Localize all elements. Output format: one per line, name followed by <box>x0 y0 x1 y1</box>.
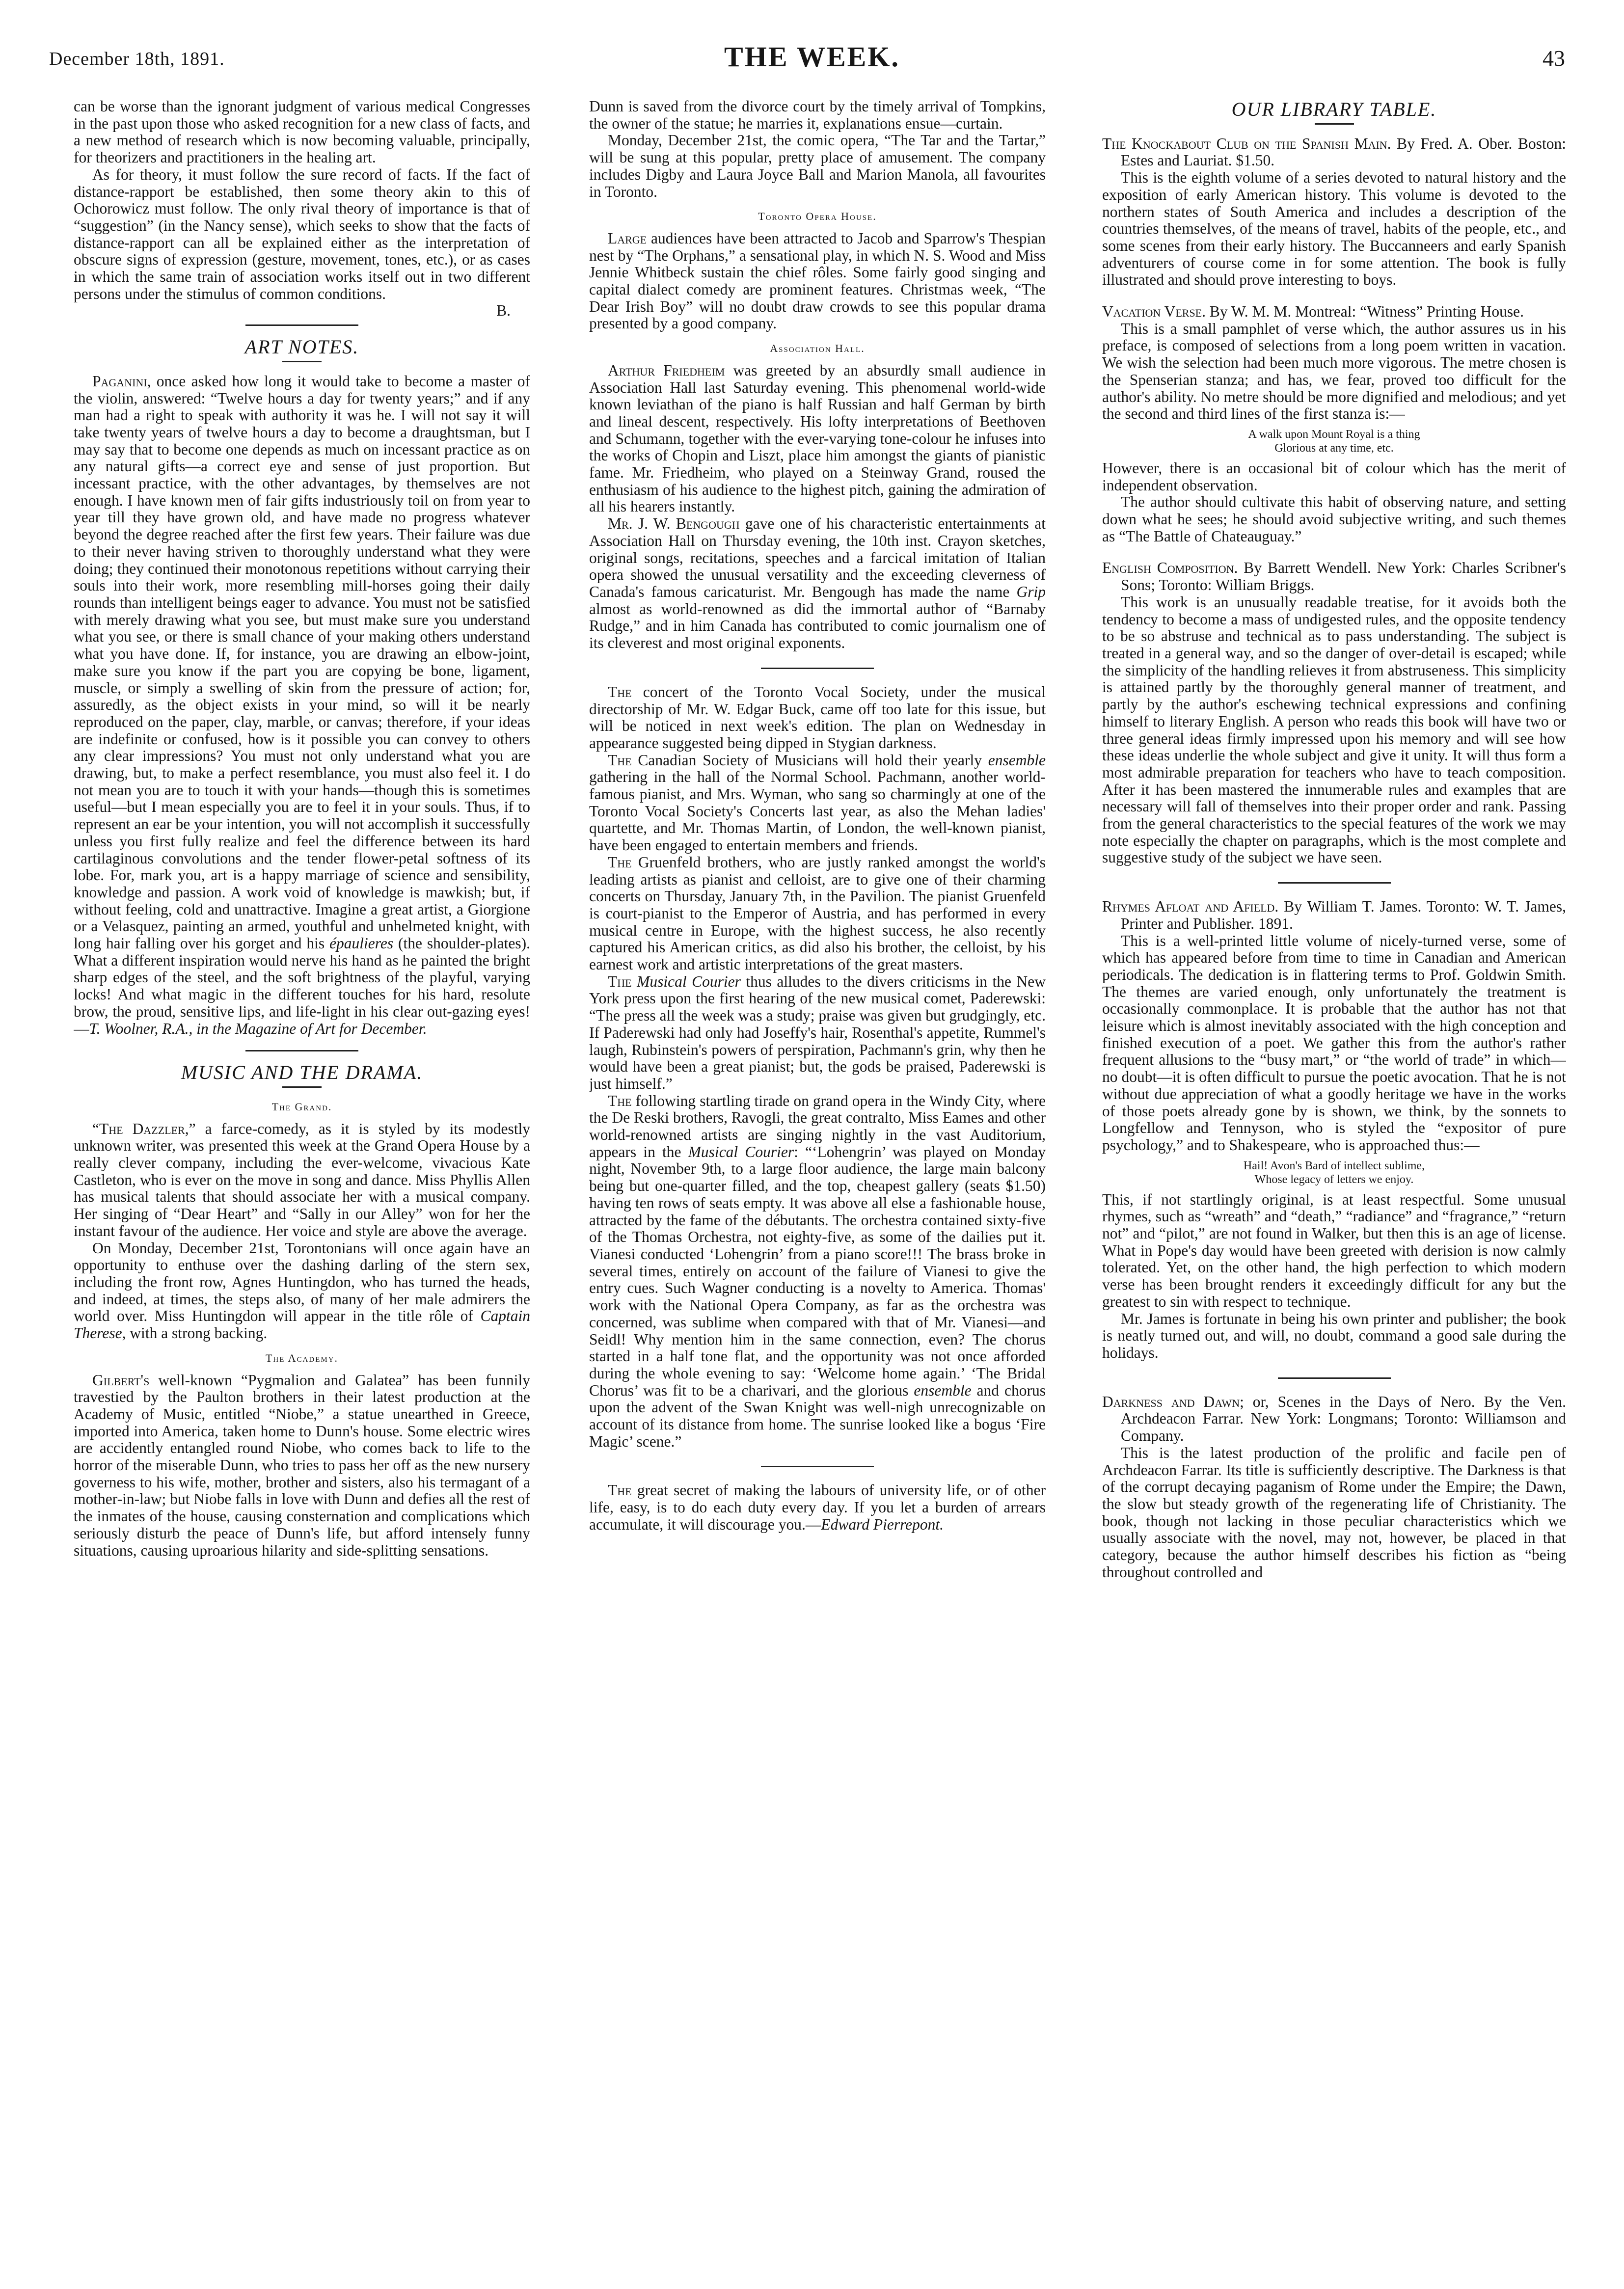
paragraph <box>589 854 1046 973</box>
paragraph: As for theory, it must follow the sure record of facts. If the fact of distance-rapport be established, then some theory akin to this of Ochorowicz must follow. The only rival theory of importance is that of “suggestion” (in the Nancy sense), which seeks to show that the facts of distance-rapport can all be explained either as the interpretation of obscure signs of expression (gesture, movement, tones, etc.), or as cases in which the same train of association works itself out in two different persons under the stimulus of common conditions. <box>74 165 530 302</box>
paragraph-text: following startling tirade on grand opera in the Windy City, where the De Reski brothers, Ravogli, the great contralto, Miss Eames and other world-renowned artists are singing nightly in the vast Auditorium, appears in the <box>589 1092 1046 1160</box>
paragraph-text: once asked how long it would take to become a master of the violin, answered: “Twelve hours a day for twenty years;” and if any man had a right to speak with authority it was he. I will not say it will take twenty years of twelve hours a day to become a draughtsman, but I may say that to become one depends as much on incessant practice as on any natural gifts—a correct eye and sense of just proportion. But incessant practice, with the other advantages, by themselves are not enough. I have known men of fair gifts industriously toil on from year to year till they have grown old, and have made no progress whatever beyond the degree reached after the first few years. Their failure was due to their never having striven to thoroughly understand what they were doing; they continued their monotonous repetitions without carrying their souls into their work, more resembling mill-horses going their daily rounds than intelligent beings eager to advance. You must not be satisfied with merely drawing what you see, but must make sure you understand what you see, or there is small chance of your making others understand what you have done. If, for instance, you are drawing an elbow-joint, make sure you know if the part you are copying be bone, ligament, muscle, or simply a swelling of skin from the pressure of action; for, assuredly, as the object exists in your mind, so will it be nearly reproduced on the paper, clay, marble, or canvas; therefore, if your ideas are indefinite or confused, how is it possible you can convey to others any clear impressions? You must not only understand what you are drawing, but, to make a perfect resemblance, you must also feel it. I do not mean you are to touch it with your hands—though this is sometimes useful—but I mean especially you are to feel it in your souls. Thus, if to represent an ear be your intention, you will not accomplish it successfully unless you first fully realize and feel the difference between its hard cartilaginous convolutions and the tender flower-petal softness of its lobe. For, mark you, art is a happy marriage of science and sensibility, knowledge and passion. A work void of knowledge is mawkish; but, if without feeling, cold and unattractive. Imagine a great artist, a Giorgione or a Velasquez, painting an armed, youthful and unhelmeted knight, with long hair falling over his gorget and his <box>74 372 530 952</box>
paragraph <box>589 1482 1046 1533</box>
title-rule <box>1315 123 1354 125</box>
lead-word: The <box>608 972 632 990</box>
italic-text: Musical Courier <box>637 972 741 990</box>
column-middle <box>589 98 1046 2258</box>
lead-word: Gilbert's <box>92 1371 150 1389</box>
paragraph <box>589 752 1046 854</box>
italic-text: épaulieres <box>329 935 394 952</box>
paragraph: This is the latest production of the prolific and facile pen of Archdeacon Farrar. Its title is sufficiently descriptive. The Darkness is that of the corrupt decaying paganism of Rome under the Empire; the Dawn, the slow but steady growth of the regenerating life of Christianity. The book, though not lacking in those peculiar characteristics which we usually associate with the novel, may not, however, be placed in that category, because the author himself describes his fiction as “being throughout controlled and <box>1102 1444 1566 1581</box>
issue-date: December 18th, 1891. <box>49 49 225 69</box>
lead-word: The <box>608 853 632 871</box>
paragraph-text: Gruenfeld brothers, who are justly ranked amongst the world's leading artists as pianist and celloist, are to give one of their charming concerts on Thursday, January 7th, in the Pavilion. The pianist Gruenfeld is court-pianist to the Emperor of Austria, and has performed in every musical centre in Europe, with the highest success, he also recently captured his American critics, as did also his brother, the celloist, by his earnest work and artistic interpretations of the great masters. <box>589 853 1046 973</box>
paragraph <box>589 362 1046 515</box>
book-heading <box>1102 1394 1566 1445</box>
paragraph: can be worse than the ignorant judgment of various medical Congresses in the past upon those who asked recognition for a new class of facts, and a new method of research which is now becoming valuable, principally, for theorizers and practitioners in the healing art. <box>74 98 530 166</box>
verse-line: Hail! Avon's Bard of intellect sublime, <box>1243 1159 1425 1172</box>
lead-word: Arthur Friedheim <box>608 361 725 379</box>
lead-word: The <box>608 751 632 769</box>
subhead-the-academy: The Academy. <box>265 1351 339 1364</box>
book-heading <box>1102 303 1566 321</box>
lead-word: Large <box>608 229 647 247</box>
masthead-title: THE WEEK. <box>724 41 900 73</box>
paragraph <box>589 1093 1046 1451</box>
book-heading <box>1102 560 1566 593</box>
paragraph: Dunn is saved from the divorce court by the timely arrival of Tompkins, the owner of the statue; he marries it, explanations ensue—curtain. <box>589 98 1046 132</box>
book-title: The Knockabout Club on the Spanish Main. <box>1102 135 1391 152</box>
italic-text: Captain Therese <box>74 1307 530 1342</box>
column-left <box>74 98 530 2258</box>
page-number: 43 <box>1543 46 1565 71</box>
paragraph: This is the eighth volume of a series devoted to natural history and the exposition of early American history. This volume is devoted to the northern states of South America and includes a description of the countries themselves, of the means of travel, habits of the people, etc., and some scenes from their early history. The Buccanneers and early Spanish adventurers of course come in for some attention. The book is fully illustrated and should prove interesting to boys. <box>1102 169 1566 289</box>
paragraph <box>589 515 1046 652</box>
subhead-the-grand: The Grand. <box>271 1100 332 1113</box>
column-right <box>1102 98 1566 2258</box>
italic-text: ensemble <box>914 1381 972 1399</box>
subhead-association-hall: Association Hall. <box>770 342 865 355</box>
paragraph-text: well-known “Pygmalion and Galatea” has been funnily travestied by the Paulton brothers in their latest production at the Academy of Music, entitled “Niobe,” a statue unearthed in Greece, imported into America, taken home to Dunn's house. Some electric wires are accidently entangled round Niobe, who comes back to life to the horror of the miserable Dunn, who tries to pass her off as the new nursery governess to his wife, mother, brother and sisters, also his termagant of a mother-in-law; but Niobe falls in love with Dunn and defies all the rest of the inmates of the house, causing consternation and complications which seriously disturb the peace of Dunn's life, but afford intensely funny situations, causing uproarious hilarity and side-splitting sensations. <box>74 1371 530 1559</box>
page-header <box>0 0 1624 98</box>
paragraph: Mr. James is fortunate in being his own printer and publisher; the book is neatly turned out, and will, no doubt, command a good sale during the holidays. <box>1102 1310 1566 1361</box>
section-title-art-notes: ART NOTES. <box>244 336 359 358</box>
book-heading <box>1102 898 1566 932</box>
section-divider <box>245 324 358 326</box>
book-title: English Composition. <box>1102 559 1238 577</box>
verse-quote <box>1102 428 1566 455</box>
paragraph: This work is an unusually readable treatise, for it avoids both the tendency to become a mass of undigested rules, and the opposite tendency to be so abstruse and technical as to pass understanding. The subject is treated in a general way, and so the danger of over-detail is escaped; while the simplicity of the handling relieves it from abstruseness. This simplicity is attained partly by the thoroughly general manner of treatment, and partly by the author's eschewing technical expressions and confining himself to literary English. A person who reads this book will have two or three general ideas firmly impressed upon his memory and will see how these ideas underlie the whole subject and give it unity. It will thus form a most admirable preparation for teachers who have to teach composition. After it has been mastered the innumerable rules and examples that are necessary will fall of themselves into their proper order and rank. Passing from the general characteristics to the special features of the work we may note especially the chapter on paragraphs, which is the most complete and suggestive study of the subject we have seen. <box>1102 593 1566 866</box>
section-title-library-table: OUR LIBRARY TABLE. <box>1231 98 1437 120</box>
lead-word: The <box>608 1092 632 1109</box>
paragraph: Monday, December 21st, the comic opera, “The Tar and the Tartar,” will be sung at this popular, pretty place of amusement. The company includes Digby and Laura Joyce Ball and Marion Manola, all favourites in Toronto. <box>589 132 1046 200</box>
paragraph-text: Canadian Society of Musicians will hold their yearly <box>631 751 988 769</box>
paragraph <box>74 1372 530 1560</box>
paragraph <box>589 230 1046 332</box>
italic-text: Grip <box>1016 583 1046 600</box>
paragraph-text: : “‘Lohengrin’ was played on Monday night, November 9th, to a large floor audience, the large main balcony being but one-quarter filled, and the top, cheapest gallery (seats $1.50) having ten rows of seats empty. It was above all else a fashionable house, attracted by the fame of the débutants. The orchestra contained sixty-five of the Thomas Orchestra, not eighty-five, as some of the dailies put it. Vianesi conducted ‘Lohengrin’ from a piano score!!! The brass broke in several times, entirely on account of the failure of Vianesi to give the entry cues. Such Wagner conducting is a novelty to America. Thomas' work with the National Opera Company, as far as the orchestra was concerned, was sublime when compared with that of Mr. Vianesi—and Seidl! Why mention him in the same connection, even? The chorus started in a half tone flat, and the opportunity was not once afforded during the whole evening to say: ‘Welcome home again.’ ‘The Bridal Chorus’ was fit to be a charivari, and the glorious <box>589 1143 1046 1399</box>
citation: T. Woolner, R.A., in the Magazine of Art for December. <box>89 1020 427 1037</box>
verse-line: Whose legacy of letters we enjoy. <box>1254 1173 1414 1186</box>
book-heading <box>1102 135 1566 169</box>
paragraph-text: almost as world-renowned as did the immortal author of “Barnaby Rudge,” and in him Canada has contributed to comic journalism one of its cleverest and most original exponents. <box>589 600 1046 652</box>
lead-word: The <box>608 683 632 700</box>
paragraph-text: great secret of making the labours of university life, or of other life, easy, is to do each duty every day. If you let a burden of arrears accumulate, it will discourage you.— <box>589 1481 1046 1533</box>
paragraph <box>74 1240 530 1342</box>
paragraph-text: a farce-comedy, as it is styled by its modestly unknown writer, was presented this week at the Grand Opera House by a really clever company, including the ever-welcome, vivacious Kate Castleton, who is ever on the move in song and dance. Miss Phyllis Allen has musical talents that should associate her with a musical company. Her singing of “Dear Heart” and “Sally in our Alley” won for her the instant favour of the audience. Her voice and style are above the average. <box>74 1120 530 1239</box>
paragraph: This is a well-printed little volume of nicely-turned verse, some of which has appeared before from time to time in Canadian and American periodicals. The dedication is in flattering terms to Prof. Goldwin Smith. The themes are varied enough, only unfortunately the treatment is occasionally commonplace. It is probable that the author has not that leisure which is almost inevitably associated with the high conception and finished execution of a poet. We gather this from the author's rather frequent allusions to the “busy mart,” or “the world of trade” in which—no doubt—it is often difficult to pursue the poetic avocation. That he is not without due appreciation of what a goodly heritage we have in the works of those poets already gone by is shown, we think, by the sonnets to Longfellow and Tennyson, who is styled the “expositor of pure psychology,” and to Shakespeare, who is approached thus:— <box>1102 932 1566 1154</box>
book-title: Vacation Verse. <box>1102 303 1206 321</box>
title-rule <box>282 361 322 362</box>
section-divider <box>1278 1377 1391 1379</box>
paragraph-text: , with a strong backing. <box>122 1324 268 1342</box>
paragraph-text: gave one of his characteristic entertainments at Association Hall on Thursday evening, the 10th inst. Crayon sketches, original songs, recitations, speeches and a farcical imitation of Italian opera showed the unusual versatility and the exceeding cleverness of Canada's famous caricaturist. Mr. Bengough has made the name <box>589 515 1046 600</box>
paragraph <box>589 684 1046 752</box>
title-rule <box>282 1086 322 1088</box>
book-title: Darkness and Dawn; <box>1102 1393 1244 1410</box>
lead-word: The <box>608 1481 632 1499</box>
paragraph-text: and chorus upon the advent of the Swan Knight was well-nigh unrecognizable on account of its distance from home. The sunrise looked like a bogus ‘Fire Magic’ scene.” <box>589 1381 1046 1450</box>
paragraph-text: was greeted by an absurdly small audience in Association Hall last Saturday evening. This phenomenal world-wide known leviathan of the piano is half Russian and half German by birth and lineal descent, respectively. His lofty interpretations of Beethoven and Schumann, together with the ever-varying tone-colour he infuses into the works of Chopin and Liszt, place him amongst the giants of pianistic fame. Mr. Friedheim, who played on a Steinway Grand, roused the enthusiasm of his audience to the highest pitch, gaining the admiration of all his hearers instantly. <box>589 361 1046 515</box>
paragraph-text: On Monday, December 21st, Torontonians will once again have an opportunity to enthuse over the dashing darling of the stern sex, including the front row, Agnes Huntingdon, who has turned the heads, and indeed, at times, the steps also, of many of her male admirers the world over. Miss Huntingdon will appear in the title rôle of <box>74 1239 530 1325</box>
section-divider <box>761 668 874 669</box>
paragraph-text: concert of the Toronto Vocal Society, under the musical directorship of Mr. W. Edgar Buck, came off too late for this issue, but will be noticed in next week's edition. The plan on Wednesday in appearance suggested being dipped in Stygian darkness. <box>589 683 1046 752</box>
section-title-music-drama: MUSIC AND THE DRAMA. <box>181 1061 423 1084</box>
book-details: By W. M. M. Montreal: “Witness” Printing House. <box>1206 303 1524 321</box>
book-details: By Fred. A. Ober. Boston: Estes and Lauriat. $1.50. <box>1121 135 1566 169</box>
paragraph: This, if not startlingly original, is at least respectful. Some unusual rhymes, such as “wreath” and “death,” “radiance” and “fragrance,” “return not” and “pilot,” are not found in Walker, but then this is an age of license. What in Pope's day would have been greeted with derision is now calmly tolerated. Yet, on the other hand, the high perfection to which modern verse has been brought renders it exceedingly difficult for any but the greatest to sin with respect to technique. <box>1102 1190 1566 1310</box>
paragraph <box>589 973 1046 1093</box>
paragraph: However, there is an occasional bit of colour which has the merit of independent observation. <box>1102 459 1566 494</box>
paragraph-art-notes <box>74 373 530 1037</box>
lead-word: “The Dazzler,” <box>92 1120 196 1137</box>
book-title: Rhymes Afloat and Afield. <box>1102 898 1279 916</box>
paragraph: This is a small pamphlet of verse which, the author assures us in his preface, is composed of selections from a long poem written in vacation. We wish the selection had been much more vigorous. The metre chosen is the Spenserian stanza; and has, we fear, proved too difficult for the author's ability. No metre should be more dignified and melodious; and yet the second and third lines of the first stanza is:— <box>1102 320 1566 423</box>
paragraph <box>74 1121 530 1240</box>
paragraph: The author should cultivate this habit of observing nature, and setting down what he sees; he should avoid subjective writing, and such themes as “The Battle of Chateauguay.” <box>1102 493 1566 545</box>
section-divider <box>761 1466 874 1467</box>
verse-line: Glorious at any time, etc. <box>1274 441 1394 455</box>
section-divider <box>1278 882 1391 884</box>
verse-quote <box>1102 1159 1566 1186</box>
citation: Edward Pierrepont. <box>821 1515 944 1533</box>
lead-word: Paganini, <box>92 372 151 390</box>
book-details: By William T. James. Toronto: W. T. James, Printer and Publisher. 1891. <box>1121 898 1566 932</box>
book-details: or, Scenes in the Days of Nero. By the Ven. Archdeacon Farrar. New York: Longmans; Toronto: Williamson and Company. <box>1121 1393 1566 1445</box>
signature: B. <box>496 302 511 320</box>
book-details: By Barrett Wendell. New York: Charles Scribner's Sons; Toronto: William Briggs. <box>1121 559 1566 594</box>
italic-text: Musical Courier <box>688 1143 794 1160</box>
section-divider <box>245 1050 358 1051</box>
italic-text: ensemble <box>988 751 1046 769</box>
subhead-toronto-opera-house: Toronto Opera House. <box>758 210 877 223</box>
paragraph-text: thus alludes to the divers criticisms in the New York press upon the first hearing of the new musical comet, Paderewski: “The press all the week was a study; praise was given but grudgingly, etc. If Paderewski had only had Joseffy's hair, Rosenthal's appetite, Rummel's laugh, Rubinstein's powers of perspiration, Pachmann's grin, why then he would have been a great pianist; but, the gods be praised, Paderewski is just himself.” <box>589 972 1046 1092</box>
lead-word: Mr. J. W. Bengough <box>608 515 740 533</box>
paragraph-text: (the shoulder-plates). What a different inspiration would nerve his hand as he painted the bright sharp edges of the steel, and the soft brightness of the playful, varying locks! And what magic in the different touches for his hard, resolute brow, the proud, sensitive lips, and life-light in his clear out-gazing eyes!— <box>74 935 530 1037</box>
paragraph-text: gathering in the hall of the Normal School. Pachmann, another world-famous pianist, and Mrs. Wyman, who sang so charmingly at one of the Toronto Vocal Society's Concerts last year, as also the Mehan ladies' quartette, and Mr. Thomas Martin, of London, the well-known pianist, have been engaged to entertain members and friends. <box>589 768 1046 854</box>
paragraph-text: audiences have been attracted to Jacob and Sparrow's Thespian nest by “The Orphans,” a sensational play, in which N. S. Wood and Miss Jennie Whitbeck sustain the chief rôles. Some fairly good singing and capital dialect comedy are prominent features. Christmas week, “The Dear Irish Boy” will no doubt draw crowds to see this popular drama presented by a good company. <box>589 229 1046 332</box>
verse-line: A walk upon Mount Royal is a thing <box>1248 428 1420 441</box>
